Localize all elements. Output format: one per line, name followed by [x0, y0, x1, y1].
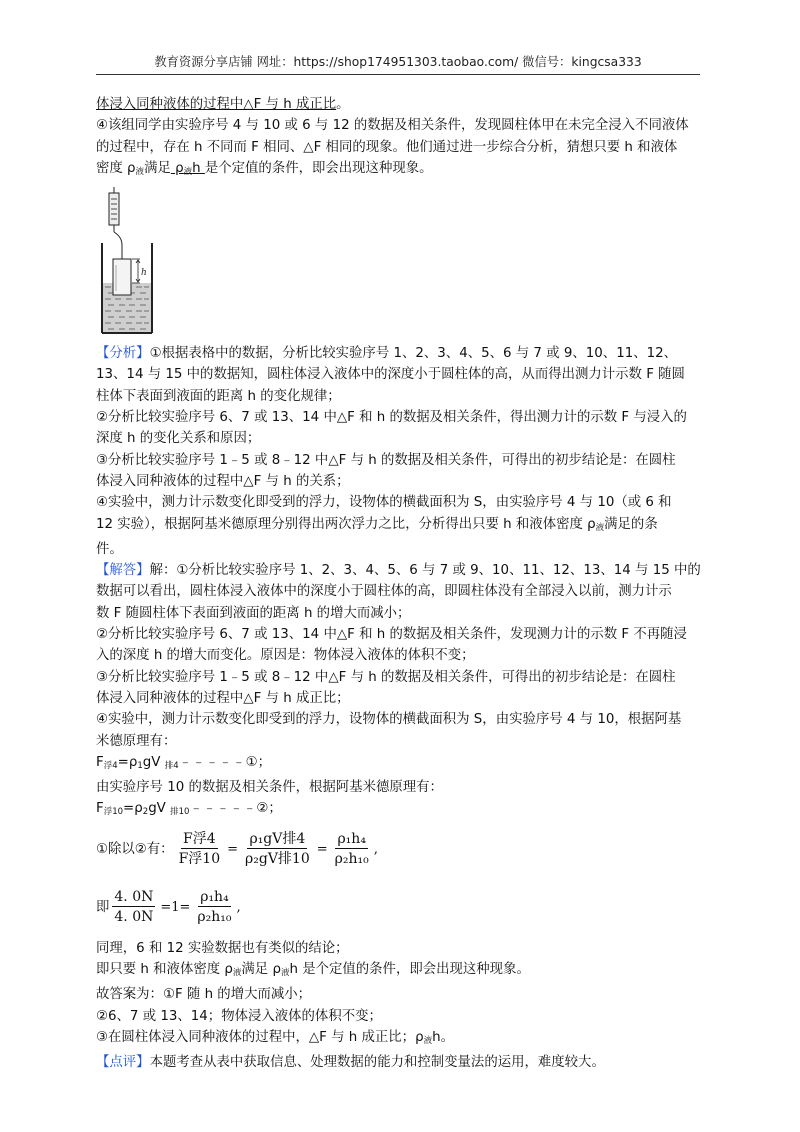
ratio-equation-1: ①除以②有： $\frac{\text{F浮4}}{\text{F浮10}}$ = $\frac{\text{ρ₁gV排4}}{\text{ρ₂gV排10}}$ = $\frac{\text{ρ₁h₄}}{\text{ρ₂h₁₀}}$ ,: [96, 831, 379, 868]
fraction: $\frac{\text{ρ₁gV排4}}{\text{ρ₂gV排10}}$: [245, 831, 310, 868]
comment-tag: 【点评】: [96, 1055, 150, 1071]
ratio-equation-2: 即 $\frac{4. 0N}{4. 0N}$ =1= $\frac{\text{ρ₁h₄}}{\text{ρ₂h₁₀}}$ ,: [96, 889, 241, 926]
underlined-answer: $\rho_液h$: [170, 160, 205, 177]
fraction: $\frac{\text{ρ₁h₄}}{\text{ρ₂h₁₀}}$: [197, 889, 232, 926]
analysis-tag: 【分析】: [96, 346, 150, 362]
fraction: $\frac{4. 0N}{4. 0N}$: [114, 889, 154, 926]
solution-section: 【解答】解：①分析比较实验序号 1、2、3、4、5、6 与 7 或 9、10、11、12、13、14 与 15 中的 数据可以看出，圆柱体浸入液体中的深度小于圆柱体的高，即圆柱体没有全部浸入以前，测力计示 数 F 随圆柱体下表面到液面的距离 h 的增大而减小； ②分析比较实验序号 6、7 或 13、14 中△F 和 h 的数据及相关条件，发现测力计的示数 F 不再随浸 入的深度 h 的增大而变化。原因是：物体浸入液体的体积不变； ③分析比较实验序号 1﹣5 或 8﹣12 中△F 与 h 的数据及相关条件，可得出的初步结论是：在圆柱 体浸入同种液体的过程中△F 与 h 成正比； ④实验中，测力计示数变化即受到的浮力，设物体的横截面积为 S，由实验序号 4 与 10，根据阿基 米德原理有： $F_{浮4}=\rho_1gV$ $_{排4}$﹣﹣﹣﹣﹣①； 由实验序号 10 的数据及相关条件，根据阿基米德原理有： $F_{浮10}=\rho_2gV$ $_{排10}$﹣﹣﹣﹣﹣②；: [96, 563, 701, 818]
experiment-diagram: [100, 187, 170, 339]
formula-2: $F_{浮10}=\rho_2gV$ $_{排10}$﹣﹣﹣﹣﹣②；: [96, 801, 282, 818]
formula-1: $F_{浮4}=\rho_1gV$ $_{排4}$﹣﹣﹣﹣﹣①；: [96, 754, 271, 771]
h-label: h: [141, 268, 147, 279]
spring-scale-cylinder-beaker-diagram: [100, 187, 170, 339]
page-header: 教育资源分享店铺 网址：https://shop174951303.taobao.com/ 微信号：kingcsa333: [96, 52, 700, 75]
fraction: $\frac{\text{F浮4}}{\text{F浮10}}$: [178, 831, 221, 868]
analysis-section: 【分析】①根据表格中的数据，分析比较实验序号 1、2、3、4、5、6 与 7 或 9、10、11、12、 13、14 与 15 中的数据知，圆柱体浸入液体中的深度小于圆柱体的高，从而得出测力计示数 F 随圆 柱体下表面到液面的距离 h 的变化规律； ②分析比较实验序号 6、7 或 13、14 中△F 和 h 的数据及相关条件，得出测力计的示数 F 与浸入的 深度 h 的变化关系和原因； ③分析比较实验序号 1﹣5 或 8﹣12 中△F 与 h 的数据及相关条件，可得出的初步结论是：在圆柱 体浸入同种液体的过程中△F 与 h 的关系； ④实验中，测力计示数变化即受到的浮力，设物体的横截面积为 S，由实验序号 4 与 10（或 6 和 12 实验），根据阿基米德原理分别得出两次浮力之比，分析得出只要 h 和液体密度 $\rho_液$满足的条 件。: [96, 346, 687, 557]
fraction: $\frac{\text{ρ₁h₄}}{\text{ρ₂h₁₀}}$: [334, 831, 369, 868]
solution-conclusion: 同理，6 和 12 实验数据也有类似的结论； 即只要 h 和液体密度 $\rho_液$满足 $\rho_液h$ 是个定值的条件，即会出现这种现象。 故答案为：①F 随 h 的增大而减小； ②6、7 或 13、14；物体浸入液体的体积不变； ③在圆柱体浸入同种液体的过程中，△F 与 h 成正比；$\rho_液h$。 【点评】本题考查从表中获取信息、处理数据的能力和控制变量法的运用，难度较大。: [96, 940, 605, 1071]
solution-tag: 【解答】: [96, 563, 150, 579]
answer-line-1: 体浸入同种液体的过程中△F 与 h 成正比。: [96, 97, 350, 112]
question-4: ④该组同学由实验序号 4 与 10 或 6 与 12 的数据及相关条件，发现圆柱体甲在未完全浸入不同液体 的过程中，存在 h 不同而 F 相同、△F 相同的现象。他们通过进一步综合分析，猜想只要 h 和液体 密度 $\rho_液$满足 $\rho_液h$ 是个定值的条件，即会出现这种现象。: [96, 118, 689, 177]
underlined-answer: 体浸入同种液体的过程中△F 与 h 成正比: [96, 97, 337, 112]
document-body: [96, 94, 706, 1074]
